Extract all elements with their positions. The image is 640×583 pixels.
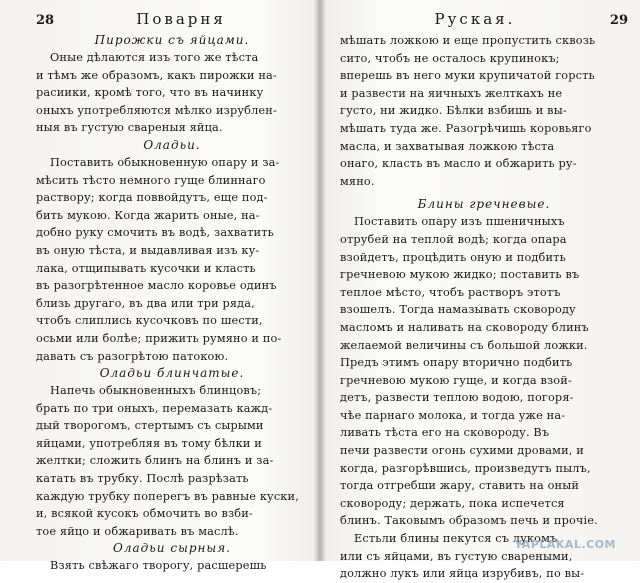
text-line: Взять свѣжаго творогу, расшерешь <box>50 559 267 573</box>
text-line: вперешь въ него муки крупичатой горсть <box>340 69 595 83</box>
text-line: и развести на яичныхъ желткахъ не <box>340 86 563 100</box>
text-line: густо, ни жидко. Бѣлки взбишь и вы- <box>340 104 567 118</box>
text-line: добно руку смочить въ водѣ, захватить <box>36 226 274 240</box>
recipe-heading: Оладьи. <box>143 137 201 152</box>
text-line: раствору; когда поввойдутъ, еще под- <box>36 191 268 205</box>
text-line: сковороду; держать, пока испечется <box>340 496 565 510</box>
left-page <box>0 0 316 573</box>
left-running-title: Поварня <box>136 10 226 28</box>
right-running-title: Руская. <box>434 10 516 28</box>
right-page-number: 29 <box>609 13 628 28</box>
text-line: теплое мѣсто, чтобъ растворъ этотъ <box>340 285 561 299</box>
text-line: расиики, кромѣ того, что въ начинку <box>36 86 264 100</box>
text-line: тое яйцо и обжаривать въ маслѣ. <box>36 524 239 538</box>
text-line: Предъ этимъ опару вторично подбить <box>340 356 573 370</box>
text-line: желтки; сложить блинъ на блинъ и за- <box>36 454 274 468</box>
text-line: чтобъ слиплись кусочковъ по шести, <box>36 314 263 328</box>
right-page-body <box>340 32 628 583</box>
text-line: въ оную тѣста, и выдавливая изъ ку- <box>36 243 260 257</box>
recipe-heading: Блины гречневые. <box>417 197 551 212</box>
text-line: брать по три оныхъ, перемазать кажд- <box>36 401 273 415</box>
text-line: ныя въ густую свареныя яйца. <box>36 121 223 135</box>
text-line: масла, и захватывая ложкою тѣста <box>340 139 555 153</box>
text-line: печи развести огонь сухими дровами, и <box>340 444 584 458</box>
text-line: оныхъ употребляются мѣлко изрублен- <box>36 103 277 117</box>
text-line: яйцами, употребляя въ тому бѣлки и <box>36 436 262 450</box>
text-line: мѣшать туда же. Разогрѣчишь коровьяго <box>340 121 592 135</box>
text-line: отрубей на теплой водѣ; когда опара <box>340 232 567 246</box>
recipe-heading: Оладьи сырныя. <box>113 541 231 556</box>
text-line: ливать тѣста его на сковороду. Въ <box>340 426 550 440</box>
text-line: осьми или болѣе; прижить румяно и по- <box>36 331 282 345</box>
text-line: и, всякой кусокъ обмочить во взби- <box>36 507 253 521</box>
text-line: мѣсить тѣсто немного гуще блиннаго <box>36 173 266 187</box>
text-line: катать въ трубку. Послѣ разрѣзать <box>36 472 249 486</box>
left-page-body <box>36 32 308 575</box>
text-line: бить мукою. Когда жарить оные, на- <box>36 208 260 222</box>
left-page-number: 28 <box>36 13 55 28</box>
right-page <box>326 0 632 581</box>
text-line: взойдетъ, процѣдить оную и подбить <box>340 250 566 264</box>
recipe-heading: Оладьи блинчатые. <box>99 366 245 381</box>
text-line: блинъ. Таковымъ образомъ печь и прочіе. <box>340 514 598 528</box>
text-line: взошелъ. Тогда намазывать сковороду <box>340 303 576 317</box>
text-line: Оные дѣлаются изъ того же тѣста <box>50 51 259 64</box>
right-running-head <box>340 10 628 32</box>
text-line: чѣе парнаго молока, и тогда уже на- <box>340 408 566 422</box>
text-line: мѣшать ложкою и еще пропустить сквозь <box>340 34 596 47</box>
text-line: мяно. <box>340 174 375 188</box>
text-line: каждую трубку поперегъ въ равные куски, <box>36 489 299 503</box>
text-line: или съ яйцами, въ густую свареными, <box>340 549 573 563</box>
text-line: въ разогрѣтенное масло коровье одинъ <box>36 279 277 293</box>
text-line: гречневою мукою гуще, и когда взой- <box>340 373 572 387</box>
text-line: должно лукъ или яйца изрубивъ, по вы- <box>340 567 585 581</box>
text-line: лака, отщипывать кусочки и класть <box>36 261 256 275</box>
text-line: и тѣмъ же образомъ, какъ пирожки на- <box>36 68 277 82</box>
left-running-head <box>36 10 308 32</box>
text-line: Поставить опару изъ пшеничныхъ <box>354 215 565 229</box>
text-line: давать съ разогрѣтою патокою. <box>36 349 229 363</box>
text-line: онаго, класть въ масло и обжарить ру- <box>340 157 577 171</box>
site-watermark: YAPLAKAL.COM <box>514 538 616 551</box>
text-line: масломъ и наливать на сковороду блинъ <box>340 320 589 334</box>
text-line: детъ, развести теплою водою, погоря- <box>340 391 574 405</box>
text-line: желаемой величины съ большой ложки. <box>340 338 588 352</box>
text-line: сито, чтобъ не осталось крупинокъ; <box>340 51 560 65</box>
text-line: гречневою мукою жидко; поставить въ <box>340 268 580 282</box>
text-line: когда, разгорѣвшись, произведутъ пылъ, <box>340 461 591 475</box>
text-line: Напечь обыкновенныхъ блинцовъ; <box>50 384 262 398</box>
text-line: дый творогомъ, стертымъ съ сырыми <box>36 419 264 433</box>
recipe-heading: Пирожки съ яйцами. <box>94 33 250 47</box>
text-line: Естьли блины пекутся съ лукомъ <box>354 532 558 546</box>
text-line: тогда отгребши жару, ставить на оный <box>340 479 580 493</box>
text-line: близь другаго, въ два или три ряда, <box>36 296 255 310</box>
text-line: Поставить обыкновенную опару и за- <box>50 155 280 169</box>
